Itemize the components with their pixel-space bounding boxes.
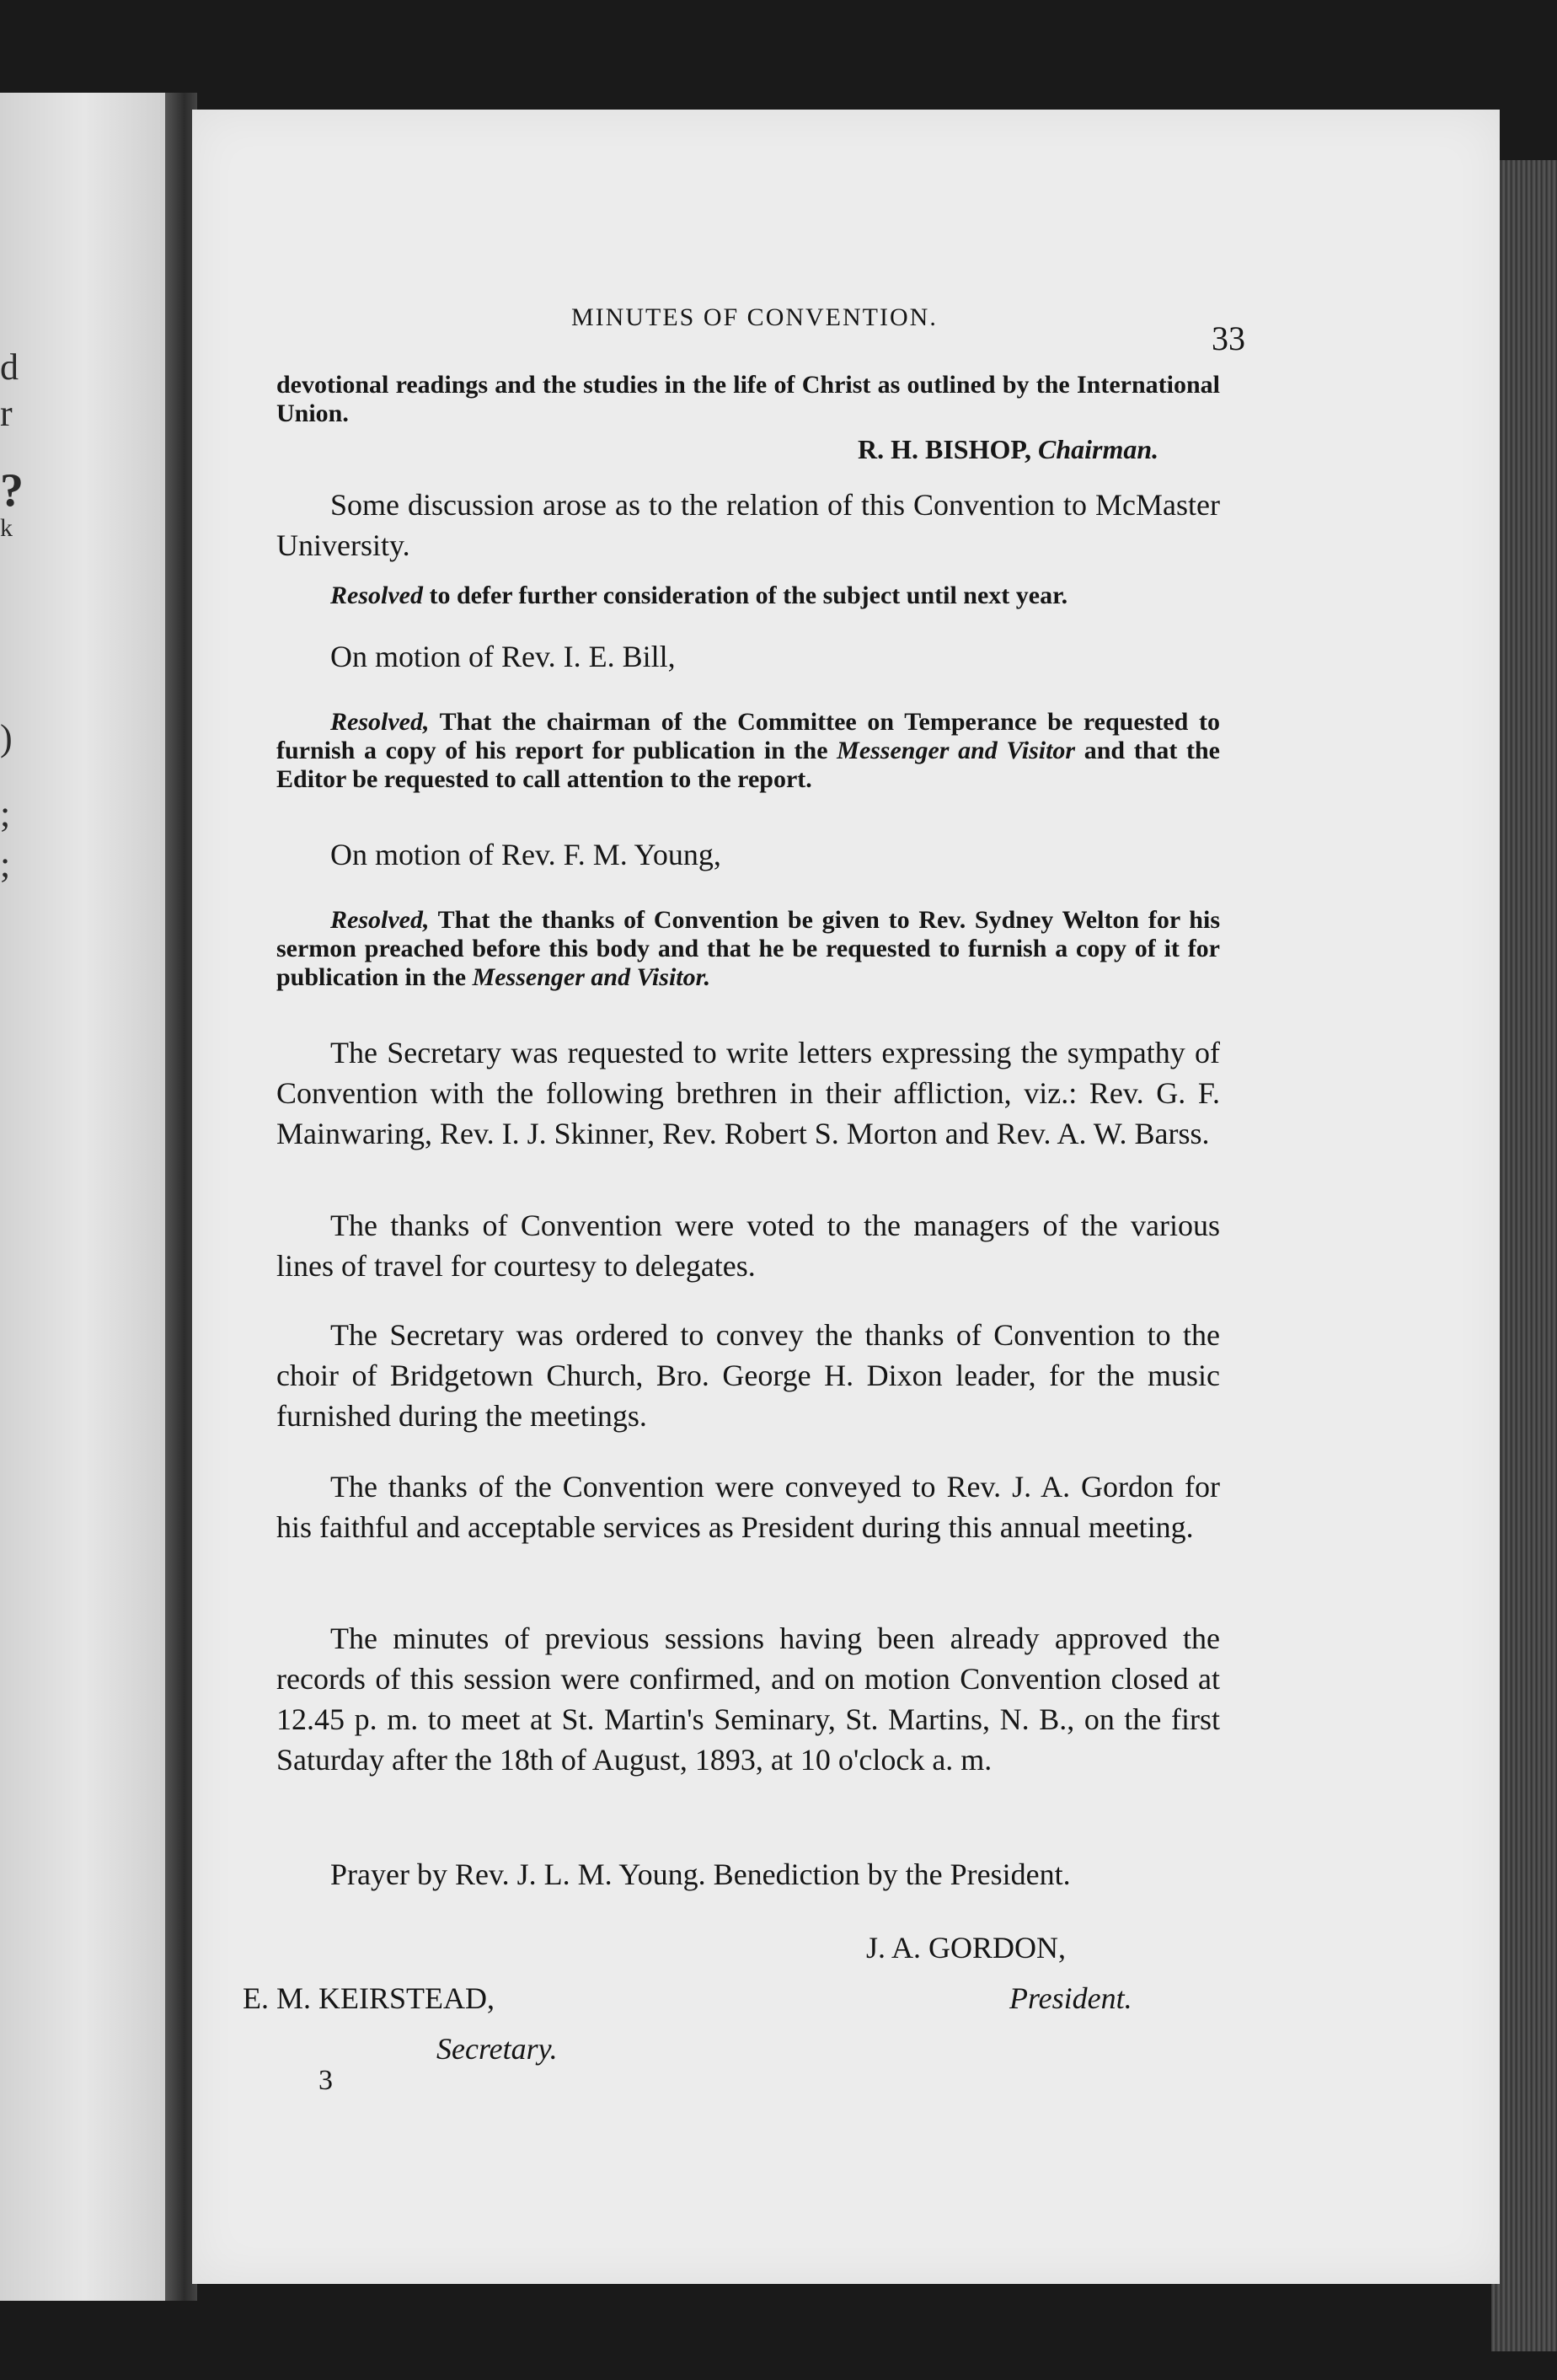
margin-fragment: ) [0, 717, 13, 758]
document-page [192, 110, 1500, 2284]
resolved-text: and that the Editor be requested to call attention to the report. [276, 737, 1220, 793]
resolved-label: Resolved, [330, 906, 430, 934]
margin-fragment: ; [0, 844, 11, 885]
resolved-label: Resolved [330, 582, 423, 609]
paragraph-sympathy: The Secretary was requested to write letters expressing the sympathy of Convention with the following brethren in their affliction, viz.: Rev. G. F. Mainwaring, Rev. I. J. Skinner, Rev. Robert S. Morton and Rev. A. W. Barss. [276, 1036, 1220, 1150]
paragraph-choir: The Secretary was ordered to convey the thanks of Convention to the choir of Bridgetown Church, Bro. George H. Dixon leader, for the music furnished during the meetings. [276, 1318, 1220, 1433]
paragraph-closing: The minutes of previous sessions having been already approved the records of this session were confirmed, and on motion Convention closed at 12.45 p. m. to meet at St. Martin's Seminary, St. Martins, N. B., on the first Saturday after the 18th of August, 1893, at 10 o'clock a. m. [276, 1622, 1220, 1777]
secretary-name: E. M. KEIRSTEAD, [243, 1981, 495, 2015]
page-number: 33 [1212, 319, 1245, 357]
publication-name: Messenger and Visitor. [472, 963, 711, 991]
book-edge [1491, 160, 1557, 2351]
paragraph-motion-bill: On motion of Rev. I. E. Bill, [330, 640, 676, 673]
margin-fragment: ? [0, 464, 24, 517]
folio-number: 3 [318, 2065, 333, 2096]
paragraph-travel: The thanks of Convention were voted to the managers of the various lines of travel for courtesy to delegates. [276, 1209, 1220, 1283]
president-title: President. [1009, 1981, 1132, 2015]
bishop-title: Chairman. [1037, 434, 1159, 464]
resolved-label: Resolved, [330, 708, 430, 736]
president-name: J. A. GORDON, [866, 1931, 1067, 1965]
publication-name: Messenger and Visitor [837, 737, 1076, 764]
margin-fragment: d [0, 346, 19, 388]
left-facing-page [0, 93, 169, 2301]
margin-fragment: ; [0, 793, 11, 834]
bishop-name: R. H. BISHOP, [858, 434, 1031, 464]
secretary-title: Secretary. [436, 2032, 558, 2066]
paragraph-gordon: The thanks of the Convention were conveyed to Rev. J. A. Gordon for his faithful and acceptable services as President during this annual meeting. [276, 1470, 1220, 1544]
paragraph-resolved-welton [276, 906, 1220, 992]
running-header: MINUTES OF CONVENTION. [571, 303, 938, 331]
margin-fragment: k [0, 514, 13, 542]
paragraph-mcmaster: Some discussion arose as to the relation of this Convention to McMaster University. [276, 488, 1220, 562]
bishop-signature [858, 434, 1158, 465]
paragraph-devotional: devotional readings and the studies in the life of Christ as outlined by the International Union. [276, 371, 1220, 427]
margin-fragment: r [0, 393, 13, 434]
paragraph-prayer: Prayer by Rev. J. L. M. Young. Benediction by the President. [330, 1857, 1071, 1891]
paragraph-motion-young: On motion of Rev. F. M. Young, [330, 838, 721, 871]
resolved-text: to defer further consideration of the subject until next year. [422, 582, 1068, 609]
resolved-text: That the thanks of Convention be given to Rev. Sydney Welton for his sermon preached before this body and that he be requested to furnish a copy of it for publication in the [276, 906, 1220, 991]
paragraph-resolved-defer [276, 582, 1220, 610]
resolved-text: That the chairman of the Committee on Temperance be requested to furnish a copy of his report for publication in the [276, 708, 1220, 764]
paragraph-resolved-temperance [276, 708, 1220, 794]
